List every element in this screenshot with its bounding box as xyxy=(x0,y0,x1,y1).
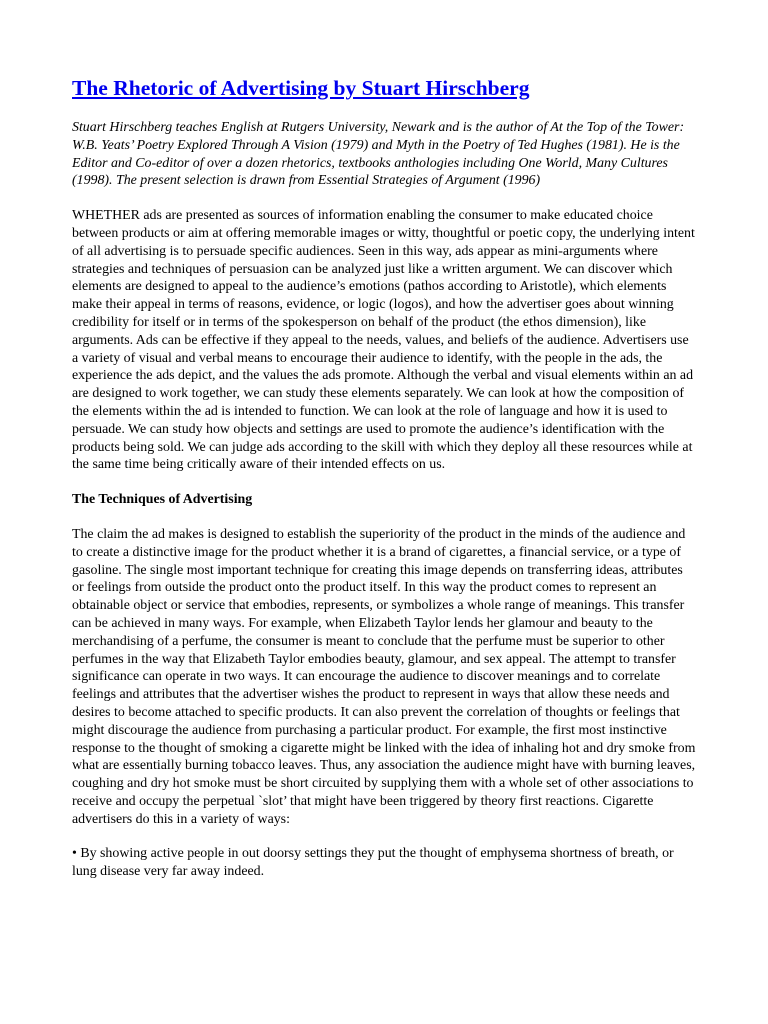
author-intro: Stuart Hirschberg teaches English at Rutgers University, Newark and is the author of At the Top of the Tower: W.B. Yeats’ Poetry Explored Through A Vision (1979) and Myth in the Poetry of Ted Hughes (1981). He is the Editor and Co-editor of over a dozen rhetorics, textbooks anthologies including One World, Many Cultures (1998). The present selection is drawn from Essential Strategies of Argument (1996) xyxy=(72,120,685,189)
paragraph-techniques: The claim the ad makes is designed to establish the superiority of the product in the minds of the audience and to create a distinctive image for the product whether it is a brand of cigarettes, a financial service, or a type of gasoline. The single most important technique for creating this image depends on transferring ideas, attributes or feelings from outside the product onto the product itself. In this way the product comes to represent an obtainable object or service that embodies, represents, or symbolizes a whole range of meanings. This transfer can be achieved in many ways. For example, when Elizabeth Taylor lends her glamour and beauty to the merchandising of a perfume, the consumer is meant to conclude that the perfume must be superior to other perfumes in the way that Elizabeth Taylor embodies beauty, glamour, and sex appeal. The attempt to transfer significance can operate in two ways. It can encourage the audience to discover meanings and to correlate feelings and attributes that the advertiser wishes the product to represent in ways that allow these needs and desires to become attached to specific products. It can also prevent the correlation of thoughts or feelings that might discourage the audience from purchasing a particular product. For example, the first most instinctive response to the thought of smoking a cigarette might be linked with the idea of inhaling hot and dry smoke from what are essentially burning tobacco leaves. Thus, any association the audience might have with burning leaves, coughing and dry hot smoke must be short circuited by supplying them with a whole set of other associations to receive and occupy the perpetual `slot’ that might have been triggered by theory first reactions. Cigarette advertisers do this in a variety of ways: xyxy=(72,526,696,827)
document-title xyxy=(72,74,696,102)
paragraph-opening: WHETHER ads are presented as sources of information enabling the consumer to make educated choice between products or aim at offering memorable images or witty, thoughtful or poetic copy, the underlying intent of all advertising is to persuade specific audiences. Seen in this way, ads appear as mini-arguments where strategies and techniques of persuasion can be analyzed just like a written argument. We can discover which elements are designed to appeal to the audience’s emotions (pathos according to Aristotle), which elements make their appeal in terms of reasons, evidence, or logic (logos), and how the advertiser goes about winning credibility for itself or in terms of the spokesperson on behalf of the product (the ethos dimension), like arguments. Ads can be effective if they appeal to the needs, values, and beliefs of the audience. Advertisers use a variety of visual and verbal means to encourage their audience to identify, with the people in the ads, the experience the ads depict, and the values the ads promote. Although the verbal and visual elements within an ad are designed to work together, we can study these elements separately. We can look at how the composition of the elements within the ad is intended to function. We can look at the role of language and how it is used to persuade. We can study how objects and settings are used to promote the audience’s identification with the products being sold. We can judge ads according to the skill with which they deploy all these resources while at the same time being critically aware of their intended effects on us. xyxy=(72,208,695,473)
title-link[interactable]: The Rhetoric of Advertising by Stuart Hirschberg xyxy=(72,76,530,100)
section-heading: The Techniques of Advertising xyxy=(72,492,253,508)
bullet-item: • By showing active people in out doorsy settings they put the thought of emphysema shortness of breath, or lung disease very far away indeed. xyxy=(72,846,674,880)
